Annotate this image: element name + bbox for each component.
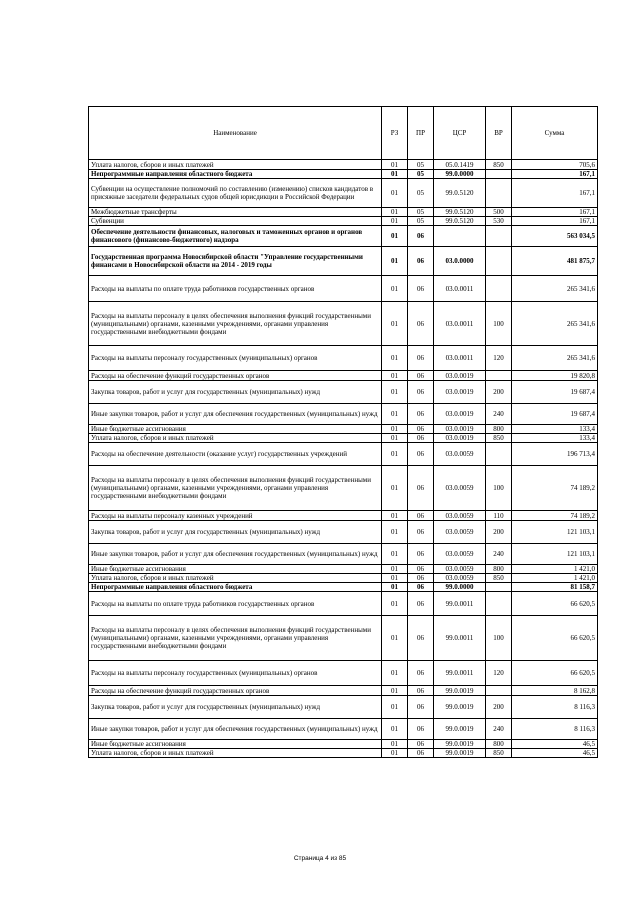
table-row [89, 302, 598, 346]
cell-rz: 01 [382, 434, 408, 443]
cell-csr: 03.0.0059 [434, 565, 486, 574]
cell-vr: 120 [486, 346, 512, 371]
cell-pr: 06 [408, 749, 434, 758]
cell-sum: 265 341,6 [512, 346, 598, 371]
cell-rz: 01 [382, 661, 408, 686]
cell-sum: 133,4 [512, 425, 598, 434]
cell-vr: 200 [486, 381, 512, 404]
table-row [89, 179, 598, 208]
cell-vr [486, 592, 512, 616]
table-row [89, 434, 598, 443]
cell-name: Государственная программа Новосибирской области "Управление государственными финансами в Новосибирской области на 2014 - 2019 годы [89, 247, 382, 276]
header-vr: ВР [486, 107, 512, 160]
cell-sum: 66 620,5 [512, 616, 598, 661]
cell-rz: 01 [382, 574, 408, 583]
header-name: Наименование [89, 107, 382, 160]
cell-csr: 99.0.0011 [434, 661, 486, 686]
header-csr: ЦСР [434, 107, 486, 160]
cell-vr: 800 [486, 425, 512, 434]
cell-sum: 74 189,2 [512, 466, 598, 511]
cell-rz: 01 [382, 749, 408, 758]
cell-sum: 167,1 [512, 217, 598, 226]
cell-rz: 01 [382, 719, 408, 740]
cell-name: Расходы на выплаты персоналу государственных (муниципальных) органов [89, 661, 382, 686]
cell-csr: 03.0.0000 [434, 247, 486, 276]
cell-csr: 03.0.0059 [434, 521, 486, 544]
table-row [89, 346, 598, 371]
cell-rz: 01 [382, 226, 408, 247]
cell-sum: 196 713,4 [512, 443, 598, 466]
cell-name: Непрограммные направления областного бюджета [89, 583, 382, 592]
cell-rz: 01 [382, 276, 408, 302]
cell-rz: 01 [382, 404, 408, 425]
cell-csr: 03.0.0019 [434, 371, 486, 381]
cell-vr: 120 [486, 661, 512, 686]
cell-name: Расходы на обеспечение функций государственных органов [89, 371, 382, 381]
cell-sum: 19 820,8 [512, 371, 598, 381]
table-body [89, 160, 598, 758]
table-row [89, 247, 598, 276]
cell-sum: 1 421,0 [512, 565, 598, 574]
cell-csr: 99.0.0000 [434, 583, 486, 592]
cell-csr: 05.0.1419 [434, 160, 486, 170]
table-row [89, 719, 598, 740]
table-row [89, 226, 598, 247]
cell-vr [486, 170, 512, 179]
cell-rz: 01 [382, 247, 408, 276]
cell-sum: 1 421,0 [512, 574, 598, 583]
cell-sum: 265 341,6 [512, 302, 598, 346]
cell-csr: 03.0.0011 [434, 276, 486, 302]
cell-rz: 01 [382, 217, 408, 226]
cell-name: Расходы на выплаты персоналу казенных учреждений [89, 511, 382, 521]
cell-sum: 19 687,4 [512, 404, 598, 425]
cell-sum: 121 103,1 [512, 521, 598, 544]
cell-pr: 06 [408, 404, 434, 425]
cell-pr: 06 [408, 661, 434, 686]
table-row [89, 217, 598, 226]
cell-pr: 06 [408, 346, 434, 371]
cell-csr: 99.0.0019 [434, 686, 486, 696]
cell-pr: 06 [408, 247, 434, 276]
cell-name: Расходы на выплаты персоналу государственных (муниципальных) органов [89, 346, 382, 371]
cell-vr [486, 583, 512, 592]
cell-rz: 01 [382, 381, 408, 404]
cell-name: Расходы на обеспечение функций государственных органов [89, 686, 382, 696]
cell-vr: 200 [486, 696, 512, 719]
budget-table [88, 106, 598, 758]
cell-csr: 99.0.0011 [434, 592, 486, 616]
cell-csr: 99.0.0011 [434, 616, 486, 661]
cell-csr: 03.0.0059 [434, 574, 486, 583]
table-row [89, 160, 598, 170]
cell-pr: 06 [408, 466, 434, 511]
table-row [89, 592, 598, 616]
cell-rz: 01 [382, 302, 408, 346]
cell-rz: 01 [382, 686, 408, 696]
cell-csr: 99.0.0019 [434, 696, 486, 719]
cell-pr: 06 [408, 443, 434, 466]
cell-rz: 01 [382, 696, 408, 719]
cell-vr: 240 [486, 719, 512, 740]
cell-sum: 705,6 [512, 160, 598, 170]
cell-pr: 06 [408, 592, 434, 616]
cell-name: Иные закупки товаров, работ и услуг для обеспечения государственных (муниципальных) нужд [89, 404, 382, 425]
cell-rz: 01 [382, 443, 408, 466]
cell-name: Уплата налогов, сборов и иных платежей [89, 749, 382, 758]
cell-vr: 100 [486, 616, 512, 661]
cell-sum: 8 162,8 [512, 686, 598, 696]
cell-csr: 03.0.0019 [434, 425, 486, 434]
page-number: Страница 4 из 85 [293, 855, 347, 862]
cell-vr: 800 [486, 740, 512, 749]
cell-pr: 05 [408, 217, 434, 226]
cell-rz: 01 [382, 425, 408, 434]
cell-rz: 01 [382, 616, 408, 661]
cell-sum: 46,5 [512, 740, 598, 749]
cell-name: Иные бюджетные ассигнования [89, 565, 382, 574]
cell-pr: 06 [408, 740, 434, 749]
header-pr: ПР [408, 107, 434, 160]
table-row [89, 686, 598, 696]
cell-sum: 167,1 [512, 170, 598, 179]
table-row [89, 208, 598, 217]
cell-pr: 06 [408, 544, 434, 565]
cell-sum: 66 620,5 [512, 592, 598, 616]
cell-vr: 200 [486, 521, 512, 544]
cell-name: Уплата налогов, сборов и иных платежей [89, 434, 382, 443]
cell-rz: 01 [382, 160, 408, 170]
cell-rz: 01 [382, 565, 408, 574]
cell-csr: 99.0.0019 [434, 740, 486, 749]
table-row [89, 574, 598, 583]
cell-sum: 8 116,3 [512, 719, 598, 740]
table-row [89, 511, 598, 521]
cell-vr [486, 247, 512, 276]
cell-vr [486, 371, 512, 381]
cell-name: Иные закупки товаров, работ и услуг для обеспечения государственных (муниципальных) нужд [89, 719, 382, 740]
cell-pr: 06 [408, 719, 434, 740]
cell-rz: 01 [382, 521, 408, 544]
cell-sum: 481 875,7 [512, 247, 598, 276]
cell-csr: 03.0.0019 [434, 404, 486, 425]
cell-pr: 06 [408, 686, 434, 696]
cell-pr: 06 [408, 565, 434, 574]
cell-pr: 06 [408, 696, 434, 719]
cell-vr: 240 [486, 544, 512, 565]
table-row [89, 170, 598, 179]
cell-vr: 530 [486, 217, 512, 226]
cell-pr: 06 [408, 381, 434, 404]
cell-name: Расходы на выплаты персоналу в целях обеспечения выполнения функций государственными (муниципальными) органами, казенными учреждениями, органами управления государственными внебюджетными фондами [89, 616, 382, 661]
cell-sum: 46,5 [512, 749, 598, 758]
table-row [89, 443, 598, 466]
cell-rz: 01 [382, 511, 408, 521]
cell-csr: 99.0.0019 [434, 719, 486, 740]
cell-sum: 66 620,5 [512, 661, 598, 686]
cell-csr [434, 226, 486, 247]
cell-rz: 01 [382, 583, 408, 592]
cell-name: Обеспечение деятельности финансовых, налоговых и таможенных органов и органов финансового (финансово-бюджетного) надзора [89, 226, 382, 247]
cell-rz: 01 [382, 179, 408, 208]
cell-rz: 01 [382, 208, 408, 217]
cell-pr: 06 [408, 511, 434, 521]
table-row [89, 371, 598, 381]
cell-sum: 563 034,5 [512, 226, 598, 247]
cell-csr: 03.0.0011 [434, 346, 486, 371]
cell-sum: 19 687,4 [512, 381, 598, 404]
cell-name: Закупка товаров, работ и услуг для государственных (муниципальных) нужд [89, 696, 382, 719]
table-row [89, 425, 598, 434]
cell-vr [486, 686, 512, 696]
cell-rz: 01 [382, 466, 408, 511]
cell-pr: 06 [408, 583, 434, 592]
cell-vr: 850 [486, 434, 512, 443]
cell-pr: 06 [408, 521, 434, 544]
cell-sum: 74 189,2 [512, 511, 598, 521]
cell-pr: 06 [408, 434, 434, 443]
table-row [89, 696, 598, 719]
cell-vr [486, 226, 512, 247]
header-rz: РЗ [382, 107, 408, 160]
cell-rz: 01 [382, 592, 408, 616]
cell-name: Иные бюджетные ассигнования [89, 740, 382, 749]
cell-csr: 99.0.5120 [434, 217, 486, 226]
cell-name: Закупка товаров, работ и услуг для государственных (муниципальных) нужд [89, 521, 382, 544]
cell-name: Межбюджетные трансферты [89, 208, 382, 217]
table-row [89, 544, 598, 565]
cell-vr: 240 [486, 404, 512, 425]
table-row [89, 381, 598, 404]
cell-csr: 03.0.0019 [434, 381, 486, 404]
cell-vr: 850 [486, 749, 512, 758]
table-row [89, 661, 598, 686]
cell-sum: 133,4 [512, 434, 598, 443]
cell-sum: 265 341,6 [512, 276, 598, 302]
table-row [89, 565, 598, 574]
cell-pr: 06 [408, 226, 434, 247]
cell-pr: 06 [408, 425, 434, 434]
cell-vr: 500 [486, 208, 512, 217]
cell-sum: 81 158,7 [512, 583, 598, 592]
cell-csr: 99.0.5120 [434, 179, 486, 208]
cell-rz: 01 [382, 170, 408, 179]
cell-vr: 850 [486, 574, 512, 583]
table-header-row [89, 107, 598, 160]
cell-vr [486, 443, 512, 466]
cell-csr: 99.0.0000 [434, 170, 486, 179]
cell-sum: 167,1 [512, 179, 598, 208]
cell-vr: 800 [486, 565, 512, 574]
cell-name: Иные бюджетные ассигнования [89, 425, 382, 434]
cell-csr: 03.0.0059 [434, 544, 486, 565]
cell-rz: 01 [382, 371, 408, 381]
cell-rz: 01 [382, 740, 408, 749]
cell-name: Иные закупки товаров, работ и услуг для обеспечения государственных (муниципальных) нужд [89, 544, 382, 565]
cell-pr: 05 [408, 179, 434, 208]
cell-name: Расходы на выплаты по оплате труда работников государственных органов [89, 592, 382, 616]
cell-name: Расходы на выплаты персоналу в целях обеспечения выполнения функций государственными (муниципальными) органами, казенными учреждениями, органами управления государственными внебюджетными фондами [89, 466, 382, 511]
cell-sum: 121 103,1 [512, 544, 598, 565]
cell-pr: 06 [408, 574, 434, 583]
cell-csr: 03.0.0059 [434, 443, 486, 466]
cell-name: Расходы на обеспечение деятельности (оказание услуг) государственных учреждений [89, 443, 382, 466]
cell-pr: 06 [408, 276, 434, 302]
cell-vr: 110 [486, 511, 512, 521]
cell-csr: 03.0.0059 [434, 466, 486, 511]
table-row [89, 276, 598, 302]
cell-vr: 100 [486, 466, 512, 511]
table-row [89, 404, 598, 425]
cell-pr: 06 [408, 371, 434, 381]
cell-name: Уплата налогов, сборов и иных платежей [89, 160, 382, 170]
cell-name: Субвенции [89, 217, 382, 226]
cell-vr: 100 [486, 302, 512, 346]
cell-pr: 05 [408, 160, 434, 170]
table-row [89, 521, 598, 544]
table-row [89, 616, 598, 661]
cell-pr: 06 [408, 302, 434, 346]
cell-vr [486, 276, 512, 302]
cell-name: Непрограммные направления областного бюджета [89, 170, 382, 179]
cell-csr: 99.0.5120 [434, 208, 486, 217]
cell-csr: 03.0.0019 [434, 434, 486, 443]
cell-sum: 167,1 [512, 208, 598, 217]
cell-rz: 01 [382, 544, 408, 565]
cell-name: Расходы на выплаты персоналу в целях обеспечения выполнения функций государственными (муниципальными) органами, казенными учреждениями, органами управления государственными внебюджетными фондами [89, 302, 382, 346]
cell-vr: 850 [486, 160, 512, 170]
cell-csr: 99.0.0019 [434, 749, 486, 758]
cell-rz: 01 [382, 346, 408, 371]
cell-sum: 8 116,3 [512, 696, 598, 719]
cell-pr: 05 [408, 170, 434, 179]
cell-csr: 03.0.0059 [434, 511, 486, 521]
cell-name: Закупка товаров, работ и услуг для государственных (муниципальных) нужд [89, 381, 382, 404]
table-row [89, 740, 598, 749]
cell-name: Уплата налогов, сборов и иных платежей [89, 574, 382, 583]
cell-vr [486, 179, 512, 208]
table-row [89, 466, 598, 511]
table-row [89, 583, 598, 592]
cell-name: Расходы на выплаты по оплате труда работников государственных органов [89, 276, 382, 302]
cell-csr: 03.0.0011 [434, 302, 486, 346]
cell-pr: 06 [408, 616, 434, 661]
table-row [89, 749, 598, 758]
header-sum: Сумма [512, 107, 598, 160]
cell-name: Субвенции на осуществление полномочий по составлению (изменению) списков кандидатов в присяжные заседатели федеральных судов общей юрисдикции в Российской Федерации [89, 179, 382, 208]
cell-pr: 05 [408, 208, 434, 217]
